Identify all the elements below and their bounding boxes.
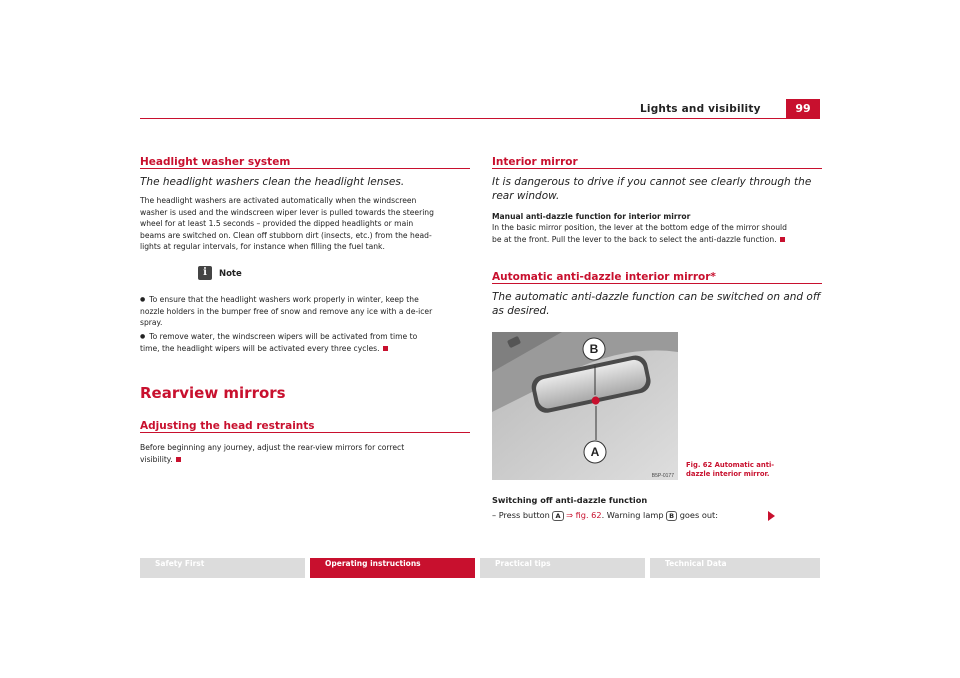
washer-body-line: washer is used and the windscreen wiper lever is pulled towards the steering xyxy=(140,207,434,217)
manual-body-text: be at the front. Pull the lever to the back to select the anti-dazzle function. xyxy=(492,234,777,244)
manual-subhead: Manual anti-dazzle function for interior mirror xyxy=(492,212,691,221)
washer-rule xyxy=(140,168,470,169)
restraints-heading: Adjusting the head restraints xyxy=(140,420,315,432)
footer-tab-safety-first[interactable]: Safety First xyxy=(140,558,305,578)
restraints-body-line xyxy=(140,454,470,466)
mirror-figure xyxy=(492,332,678,480)
note-item-line: ● To remove water, the windscreen wipers will be activated from time to xyxy=(140,331,470,343)
manual-body-line xyxy=(492,234,822,246)
note-item xyxy=(140,331,470,354)
interior-mirror-heading: Interior mirror xyxy=(492,156,578,168)
note-icon: i xyxy=(198,266,212,280)
switch-step-text: – Press button xyxy=(492,510,550,520)
restraints-body xyxy=(140,442,470,465)
page-number: 99 xyxy=(786,99,820,119)
note-list xyxy=(140,294,470,354)
figure-caption xyxy=(686,461,786,479)
note-item-line: spray. xyxy=(140,318,163,328)
restraints-body-line: Before beginning any journey, adjust the rear-view mirrors for correct xyxy=(140,443,405,452)
footer-tab-technical-data[interactable]: Technical Data xyxy=(650,558,820,578)
auto-antidazzle-heading: Automatic anti-dazzle interior mirror* xyxy=(492,271,716,283)
figure-label-b: B xyxy=(589,342,599,356)
rearview-heading: Rearview mirrors xyxy=(140,384,286,402)
switch-step-text: . Warning lamp xyxy=(601,510,664,520)
figure-reference-link[interactable]: fig. 62 xyxy=(575,510,602,520)
washer-body-line: lights at regular intervals, for instance when filling the fuel tank. xyxy=(140,242,385,252)
lamp-b-key: B xyxy=(666,511,677,521)
arrow-symbol: ⇒ xyxy=(566,510,573,520)
mirror-illustration xyxy=(492,332,678,480)
switch-step xyxy=(492,510,772,522)
figure-caption-line: dazzle interior mirror. xyxy=(686,470,770,478)
washer-lead: The headlight washers clean the headlight lenses. xyxy=(140,176,405,188)
restraints-body-text: visibility. xyxy=(140,454,173,464)
note-item xyxy=(140,294,470,329)
auto-antidazzle-rule xyxy=(492,283,822,284)
washer-body-line: beams are switched on. Clean off stubborn dirt (insects, etc.) from the head- xyxy=(140,230,432,240)
manual-body-line: In the basic mirror position, the lever at the bottom edge of the mirror should xyxy=(492,223,787,232)
section-end-mark xyxy=(780,237,785,242)
header-rule xyxy=(140,118,820,119)
note-item-text: time, the headlight wipers will be activated every three cycles. xyxy=(140,343,380,353)
note-block xyxy=(198,266,242,280)
running-header-title: Lights and visibility xyxy=(640,103,761,115)
washer-body xyxy=(140,195,470,253)
figure-label-a: A xyxy=(590,445,600,459)
section-end-mark xyxy=(383,346,388,351)
continue-arrow-icon xyxy=(768,511,775,521)
washer-heading: Headlight washer system xyxy=(140,156,291,168)
note-item-line: nozzle holders in the bumper free of snow and remove any ice with a de-icer xyxy=(140,306,433,316)
note-item-line: ● To ensure that the headlight washers work properly in winter, keep the xyxy=(140,294,470,306)
washer-body-line: The headlight washers are activated automatically when the windscreen xyxy=(140,196,417,205)
restraints-rule xyxy=(140,432,470,433)
section-end-mark xyxy=(176,457,181,462)
figure-caption-line: Fig. 62 Automatic anti- xyxy=(686,461,775,469)
interior-mirror-lead: It is dangerous to drive if you cannot see clearly through the rear window. xyxy=(492,176,812,202)
washer-body-line: wheel for at least 1.5 seconds – provided the dipped headlights or main xyxy=(140,219,414,229)
switch-heading: Switching off anti-dazzle function xyxy=(492,495,648,505)
note-label: Note xyxy=(218,268,242,279)
figure-code: B5P-0177 xyxy=(651,473,674,479)
button-a-key: A xyxy=(552,511,563,521)
auto-antidazzle-lead: The automatic anti-dazzle function can be switched on and off as desired. xyxy=(492,291,821,317)
note-item-line xyxy=(140,343,470,355)
switch-step-text: goes out: xyxy=(679,510,718,520)
interior-mirror-rule xyxy=(492,168,822,169)
footer-tab-operating-instructions[interactable]: Operating instructions xyxy=(310,558,475,578)
manual-body xyxy=(492,222,822,245)
footer-tab-practical-tips[interactable]: Practical tips xyxy=(480,558,645,578)
